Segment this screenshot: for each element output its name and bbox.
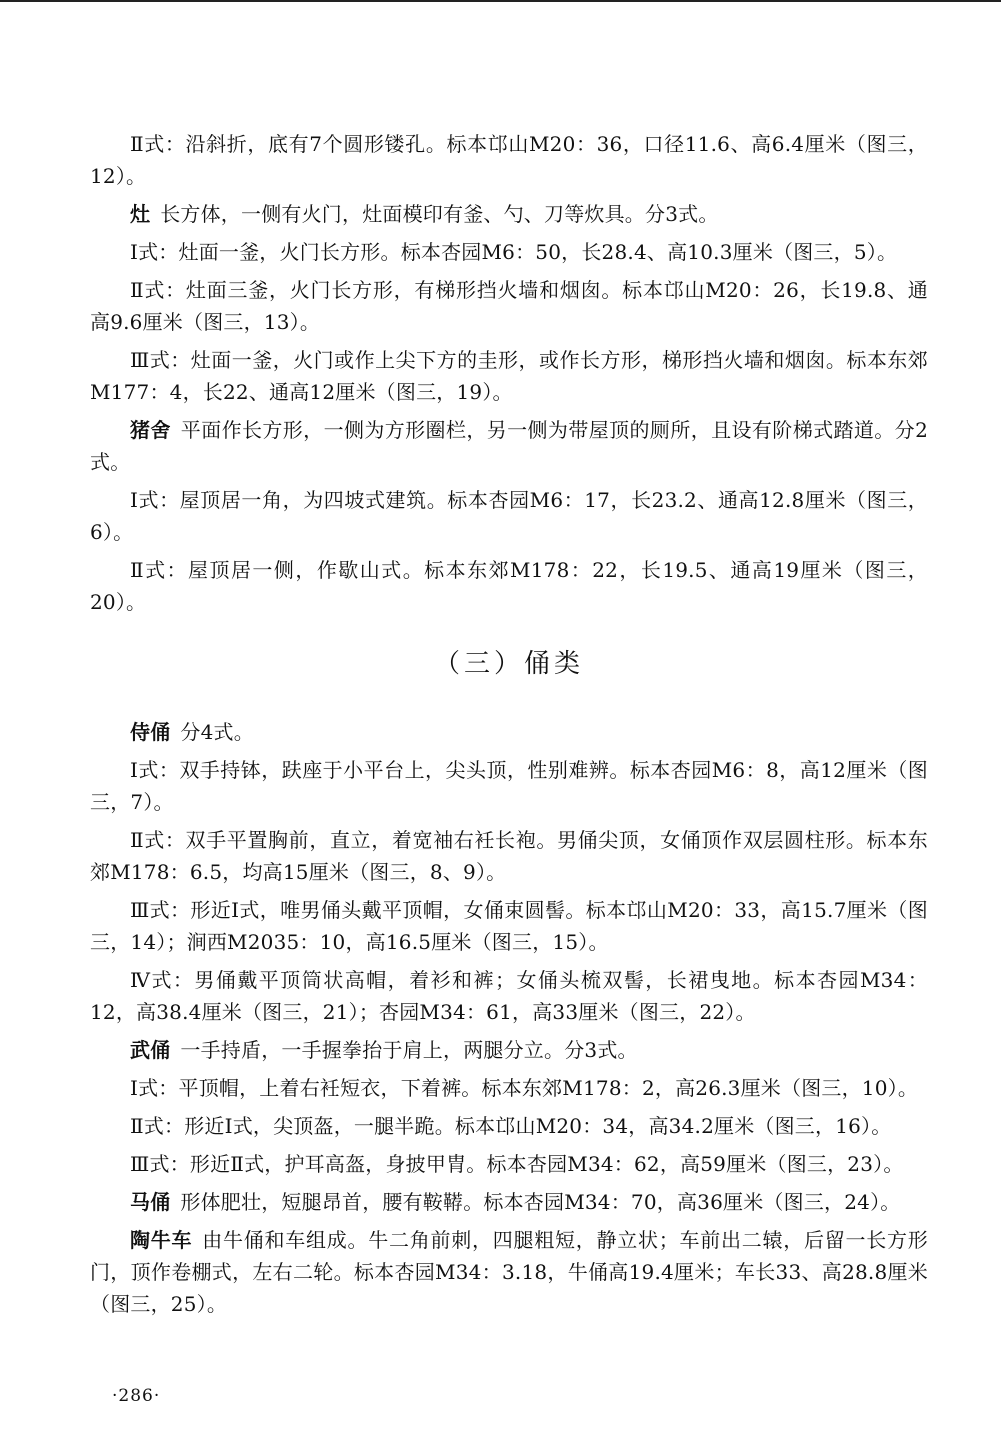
paragraph-attendant-figurines [90, 716, 928, 748]
section-heading: （三）俑类 [433, 649, 584, 679]
paragraph-pigsty [90, 414, 928, 478]
paragraph-text: Ⅱ式：沿斜折，底有7个圆形镂孔。标本邙山M20：36，口径11.6、高6.4厘米（图三，12）。 [90, 132, 928, 188]
top-border-rule [0, 0, 1001, 2]
paragraph-stove [90, 198, 928, 230]
paragraph-text: Ⅰ式：双手持钵，趺座于小平台上，尖头顶，性别难辨。标本杏园M6：8，高12厘米（图三，7）。 [90, 758, 928, 814]
paragraph [90, 1072, 928, 1104]
term-heading: 灶 [130, 202, 151, 226]
term-heading: 侍俑 [130, 720, 171, 744]
paragraph-text: 一手持盾，一手握拳抬于肩上，两腿分立。分3式。 [180, 1038, 638, 1062]
paragraph-ox-cart [90, 1224, 928, 1320]
paragraph [90, 824, 928, 888]
page-number: ·286· [112, 1386, 161, 1406]
paragraph [90, 128, 928, 192]
paragraph [90, 894, 928, 958]
paragraph-text: Ⅲ式：灶面一釜，火门或作上尖下方的圭形，或作长方形，梯形挡火墙和烟囱。标本东郊M177：4，长22、通高12厘米（图三，19）。 [90, 348, 928, 404]
paragraph [90, 344, 928, 408]
paragraph [90, 754, 928, 818]
term-heading: 马俑 [130, 1190, 171, 1214]
paragraph-warrior-figurines [90, 1034, 928, 1066]
term-heading: 猪舍 [130, 418, 171, 442]
paragraph-text: 形体肥壮，短腿昂首，腰有鞍鞯。标本杏园M34：70，高36厘米（图三，24）。 [180, 1190, 901, 1214]
paragraph [90, 554, 928, 618]
paragraph [90, 274, 928, 338]
paragraph-text: Ⅳ式：男俑戴平顶筒状高帽，着衫和裤；女俑头梳双髻，长裙曳地。标本杏园M34：12，高38.4厘米（图三，21）；杏园M34：61，高33厘米（图三，22）。 [90, 968, 928, 1024]
paragraph [90, 964, 928, 1028]
paragraph-text: Ⅱ式：形近Ⅰ式，尖顶盔，一腿半跪。标本邙山M20：34，高34.2厘米（图三，16）。 [130, 1114, 892, 1138]
paragraph-text: Ⅲ式：形近Ⅰ式，唯男俑头戴平顶帽，女俑束圆髻。标本邙山M20：33，高15.7厘米（图三，14）；涧西M2035：10，高16.5厘米（图三，15）。 [90, 898, 928, 954]
paragraph [90, 1110, 928, 1142]
document-body [90, 128, 928, 1326]
paragraph-text: Ⅱ式：屋顶居一侧，作歇山式。标本东郊M178：22，长19.5、通高19厘米（图三，20）。 [90, 558, 928, 614]
paragraph [90, 484, 928, 548]
paragraph-text: Ⅰ式：灶面一釜，火门长方形。标本杏园M6：50，长28.4、高10.3厘米（图三，5）。 [130, 240, 898, 264]
paragraph-horse-figurine [90, 1186, 928, 1218]
paragraph [90, 1148, 928, 1180]
paragraph [90, 236, 928, 268]
paragraph-text: Ⅱ式：灶面三釜，火门长方形，有梯形挡火墙和烟囱。标本邙山M20：26，长19.8、通高9.6厘米（图三，13）。 [90, 278, 928, 334]
paragraph-text: Ⅰ式：平顶帽，上着右衽短衣，下着裤。标本东郊M178：2，高26.3厘米（图三，10）。 [130, 1076, 919, 1100]
paragraph-text: 由牛俑和车组成。牛二角前刺，四腿粗短，静立状；车前出二辕，后留一长方形门，顶作卷棚式，左右二轮。标本杏园M34：3.18，牛俑高19.4厘米；车长33、高28.8厘米（图三，25）。 [90, 1228, 929, 1316]
paragraph-text: Ⅱ式：双手平置胸前，直立，着宽袖右衽长袍。男俑尖顶，女俑顶作双层圆柱形。标本东郊M178：6.5，均高15厘米（图三，8、9）。 [90, 828, 928, 884]
term-heading: 武俑 [130, 1038, 171, 1062]
term-heading: 陶牛车 [130, 1228, 193, 1252]
paragraph-text: Ⅲ式：形近Ⅱ式，护耳高盔，身披甲胄。标本杏园M34：62，高59厘米（图三，23）。 [130, 1152, 904, 1176]
paragraph-text: 平面作长方形，一侧为方形圈栏，另一侧为带屋顶的厕所，且设有阶梯式踏道。分2式。 [90, 418, 928, 474]
paragraph-text: Ⅰ式：屋顶居一角，为四坡式建筑。标本杏园M6：17，长23.2、通高12.8厘米（图三，6）。 [90, 488, 928, 544]
paragraph-text: 长方体，一侧有火门，灶面模印有釜、勺、刀等炊具。分3式。 [160, 202, 719, 226]
paragraph-text: 分4式。 [180, 720, 254, 744]
